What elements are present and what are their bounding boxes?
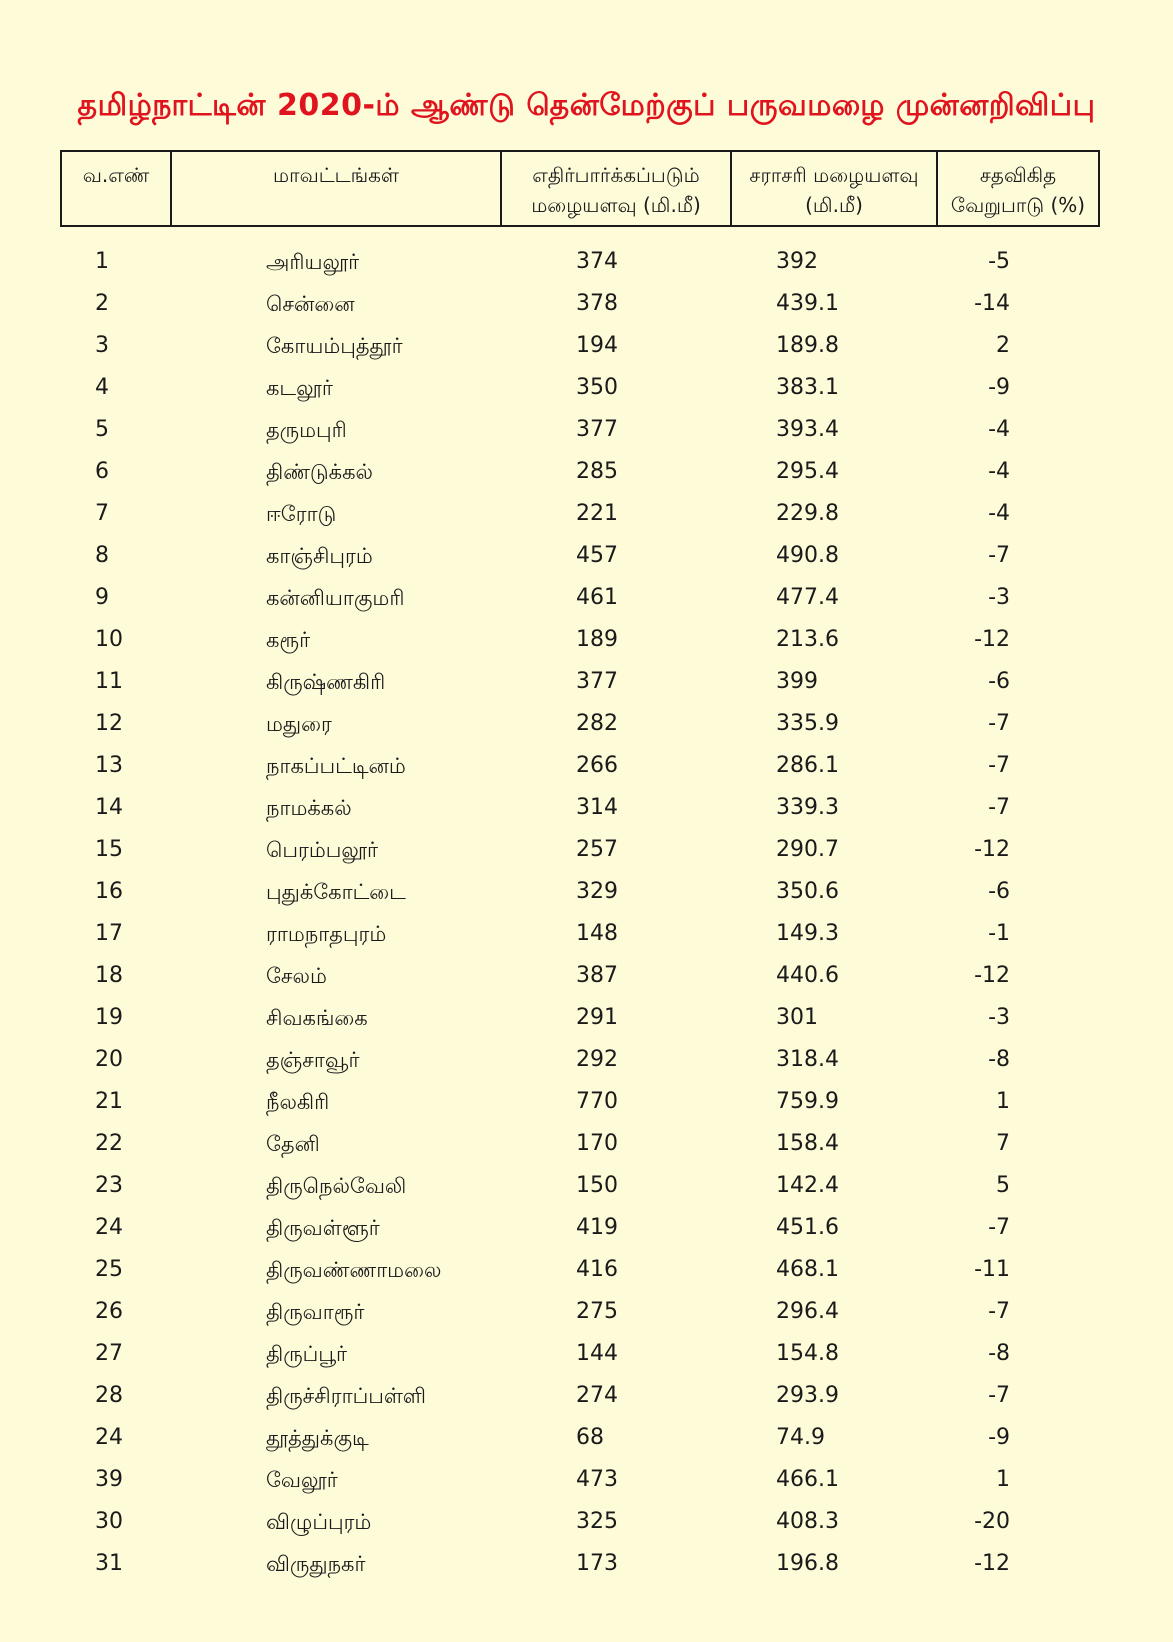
deviation-cell: -7 xyxy=(988,1383,1010,1408)
district-cell: திருவள்ளூர் xyxy=(266,1216,380,1240)
serial-cell: 17 xyxy=(95,921,123,946)
expected-cell: 374 xyxy=(576,249,618,274)
district-cell: புதுக்கோட்டை xyxy=(266,880,406,904)
deviation-cell: 7 xyxy=(996,1131,1010,1156)
header-average-line2: (மி.மீ) xyxy=(805,193,863,217)
average-cell: 286.1 xyxy=(776,753,839,778)
expected-cell: 221 xyxy=(576,501,618,526)
deviation-cell: 1 xyxy=(996,1089,1010,1114)
average-cell: 196.8 xyxy=(776,1551,839,1576)
deviation-cell: -7 xyxy=(988,543,1010,568)
serial-cell: 21 xyxy=(95,1089,123,1114)
header-deviation-line2: வேறுபாடு (%) xyxy=(950,193,1086,217)
district-cell: திருநெல்வேலி xyxy=(266,1174,407,1198)
district-cell: திருப்பூர் xyxy=(266,1342,348,1366)
expected-cell: 282 xyxy=(576,711,618,736)
district-cell: மதுரை xyxy=(266,712,332,736)
district-cell: வேலூர் xyxy=(266,1468,338,1492)
district-cell: நாகப்பட்டினம் xyxy=(266,754,406,778)
deviation-cell: -8 xyxy=(988,1341,1010,1366)
table-row xyxy=(0,577,1173,619)
deviation-cell: -4 xyxy=(988,459,1010,484)
district-cell: சிவகங்கை xyxy=(266,1006,368,1030)
district-cell: திருவாரூர் xyxy=(266,1300,365,1324)
serial-cell: 3 xyxy=(95,333,109,358)
expected-cell: 457 xyxy=(576,543,618,568)
expected-cell: 416 xyxy=(576,1257,618,1282)
deviation-cell: -4 xyxy=(988,417,1010,442)
average-cell: 296.4 xyxy=(776,1299,839,1324)
average-cell: 213.6 xyxy=(776,627,839,652)
average-cell: 142.4 xyxy=(776,1173,839,1198)
header-deviation-line1: சதவிகித xyxy=(979,163,1057,187)
serial-cell: 9 xyxy=(95,585,109,610)
deviation-cell: -3 xyxy=(988,585,1010,610)
expected-cell: 266 xyxy=(576,753,618,778)
expected-cell: 148 xyxy=(576,921,618,946)
table-row xyxy=(0,451,1173,493)
table-row xyxy=(0,829,1173,871)
average-cell: 339.3 xyxy=(776,795,839,820)
header-deviation xyxy=(938,152,1098,225)
header-expected-line2: மழையளவு (மி.மீ) xyxy=(531,193,701,217)
district-cell: கன்னியாகுமரி xyxy=(266,586,405,610)
average-cell: 229.8 xyxy=(776,501,839,526)
average-cell: 393.4 xyxy=(776,417,839,442)
deviation-cell: -3 xyxy=(988,1005,1010,1030)
district-cell: பெரம்பலூர் xyxy=(266,838,379,862)
district-cell: திண்டுக்கல் xyxy=(266,460,373,484)
deviation-cell: 1 xyxy=(996,1467,1010,1492)
table-row xyxy=(0,409,1173,451)
serial-cell: 8 xyxy=(95,543,109,568)
serial-cell: 24 xyxy=(95,1425,123,1450)
average-cell: 350.6 xyxy=(776,879,839,904)
deviation-cell: -7 xyxy=(988,753,1010,778)
table-row xyxy=(0,1207,1173,1249)
expected-cell: 770 xyxy=(576,1089,618,1114)
district-cell: விருதுநகர் xyxy=(266,1552,366,1576)
expected-cell: 473 xyxy=(576,1467,618,1492)
table-row xyxy=(0,661,1173,703)
expected-cell: 291 xyxy=(576,1005,618,1030)
expected-cell: 173 xyxy=(576,1551,618,1576)
deviation-cell: -7 xyxy=(988,1215,1010,1240)
average-cell: 189.8 xyxy=(776,333,839,358)
district-cell: ராமநாதபுரம் xyxy=(266,922,387,946)
header-average-rainfall xyxy=(732,152,938,225)
expected-cell: 68 xyxy=(576,1425,604,1450)
district-cell: விழுப்புரம் xyxy=(266,1510,372,1534)
header-expected-line1: எதிர்பார்க்கப்படும் xyxy=(532,163,700,187)
table-row xyxy=(0,619,1173,661)
table-row xyxy=(0,241,1173,283)
serial-cell: 5 xyxy=(95,417,109,442)
deviation-cell: -6 xyxy=(988,879,1010,904)
table-row xyxy=(0,1375,1173,1417)
deviation-cell: -20 xyxy=(974,1509,1010,1534)
expected-cell: 325 xyxy=(576,1509,618,1534)
expected-cell: 378 xyxy=(576,291,618,316)
district-cell: காஞ்சிபுரம் xyxy=(266,544,373,568)
average-cell: 74.9 xyxy=(776,1425,825,1450)
average-cell: 490.8 xyxy=(776,543,839,568)
table-row xyxy=(0,955,1173,997)
serial-cell: 30 xyxy=(95,1509,123,1534)
table-row xyxy=(0,1123,1173,1165)
expected-cell: 329 xyxy=(576,879,618,904)
expected-cell: 170 xyxy=(576,1131,618,1156)
table-row xyxy=(0,871,1173,913)
table-row xyxy=(0,1081,1173,1123)
table-row xyxy=(0,703,1173,745)
serial-cell: 23 xyxy=(95,1173,123,1198)
serial-cell: 7 xyxy=(95,501,109,526)
average-cell: 295.4 xyxy=(776,459,839,484)
district-cell: ஈரோடு xyxy=(266,502,337,526)
deviation-cell: -4 xyxy=(988,501,1010,526)
district-cell: அரியலூர் xyxy=(266,250,360,274)
deviation-cell: 5 xyxy=(996,1173,1010,1198)
table-row xyxy=(0,1291,1173,1333)
table-row xyxy=(0,535,1173,577)
district-cell: கரூர் xyxy=(266,628,311,652)
serial-cell: 1 xyxy=(95,249,109,274)
expected-cell: 144 xyxy=(576,1341,618,1366)
deviation-cell: -12 xyxy=(974,963,1010,988)
deviation-cell: -5 xyxy=(988,249,1010,274)
average-cell: 293.9 xyxy=(776,1383,839,1408)
average-cell: 383.1 xyxy=(776,375,839,400)
district-cell: திருச்சிராப்பள்ளி xyxy=(266,1384,426,1408)
expected-cell: 150 xyxy=(576,1173,618,1198)
district-cell: திருவண்ணாமலை xyxy=(266,1258,442,1282)
district-cell: கடலூர் xyxy=(266,376,333,400)
average-cell: 440.6 xyxy=(776,963,839,988)
district-cell: கோயம்புத்தூர் xyxy=(266,334,403,358)
deviation-cell: -7 xyxy=(988,711,1010,736)
district-cell: சேலம் xyxy=(266,964,327,988)
table-row xyxy=(0,1543,1173,1585)
table-row xyxy=(0,493,1173,535)
average-cell: 301 xyxy=(776,1005,818,1030)
header-expected-rainfall xyxy=(502,152,732,225)
district-cell: நீலகிரி xyxy=(266,1090,330,1114)
average-cell: 408.3 xyxy=(776,1509,839,1534)
serial-cell: 19 xyxy=(95,1005,123,1030)
serial-cell: 24 xyxy=(95,1215,123,1240)
deviation-cell: 2 xyxy=(996,333,1010,358)
district-cell: கிருஷ்ணகிரி xyxy=(266,670,386,694)
expected-cell: 292 xyxy=(576,1047,618,1072)
header-average-line1: சராசரி மழையளவு xyxy=(749,163,919,187)
table-row xyxy=(0,367,1173,409)
serial-cell: 18 xyxy=(95,963,123,988)
expected-cell: 257 xyxy=(576,837,618,862)
serial-cell: 22 xyxy=(95,1131,123,1156)
table-row xyxy=(0,1249,1173,1291)
table-row xyxy=(0,1459,1173,1501)
serial-cell: 25 xyxy=(95,1257,123,1282)
page-title: தமிழ்நாட்டின் 2020-ம் ஆண்டு தென்மேற்குப் பருவமழை முன்னறிவிப்பு xyxy=(77,88,1096,123)
table-row xyxy=(0,787,1173,829)
average-cell: 154.8 xyxy=(776,1341,839,1366)
serial-cell: 31 xyxy=(95,1551,123,1576)
header-serial xyxy=(62,152,172,225)
serial-cell: 4 xyxy=(95,375,109,400)
serial-cell: 6 xyxy=(95,459,109,484)
expected-cell: 461 xyxy=(576,585,618,610)
expected-cell: 285 xyxy=(576,459,618,484)
average-cell: 392 xyxy=(776,249,818,274)
table-body xyxy=(0,241,1173,1585)
average-cell: 466.1 xyxy=(776,1467,839,1492)
header-district xyxy=(172,152,502,225)
deviation-cell: -9 xyxy=(988,1425,1010,1450)
expected-cell: 275 xyxy=(576,1299,618,1324)
average-cell: 318.4 xyxy=(776,1047,839,1072)
serial-cell: 12 xyxy=(95,711,123,736)
table-header xyxy=(60,150,1100,227)
header-serial-label: வ.எண் xyxy=(82,163,150,187)
serial-cell: 20 xyxy=(95,1047,123,1072)
expected-cell: 314 xyxy=(576,795,618,820)
table-row xyxy=(0,1501,1173,1543)
average-cell: 158.4 xyxy=(776,1131,839,1156)
expected-cell: 274 xyxy=(576,1383,618,1408)
district-cell: தஞ்சாவூர் xyxy=(266,1048,360,1072)
serial-cell: 14 xyxy=(95,795,123,820)
deviation-cell: -6 xyxy=(988,669,1010,694)
serial-cell: 11 xyxy=(95,669,123,694)
table-row xyxy=(0,745,1173,787)
average-cell: 477.4 xyxy=(776,585,839,610)
expected-cell: 419 xyxy=(576,1215,618,1240)
deviation-cell: -9 xyxy=(988,375,1010,400)
table-row xyxy=(0,1039,1173,1081)
deviation-cell: -8 xyxy=(988,1047,1010,1072)
average-cell: 149.3 xyxy=(776,921,839,946)
table-row xyxy=(0,1333,1173,1375)
expected-cell: 377 xyxy=(576,417,618,442)
deviation-cell: -11 xyxy=(974,1257,1010,1282)
table-row xyxy=(0,283,1173,325)
table-row xyxy=(0,1165,1173,1207)
deviation-cell: -12 xyxy=(974,1551,1010,1576)
average-cell: 439.1 xyxy=(776,291,839,316)
district-cell: தூத்துக்குடி xyxy=(266,1426,369,1450)
deviation-cell: -7 xyxy=(988,795,1010,820)
deviation-cell: -14 xyxy=(974,291,1010,316)
deviation-cell: -12 xyxy=(974,627,1010,652)
expected-cell: 387 xyxy=(576,963,618,988)
district-cell: சென்னை xyxy=(266,292,355,316)
expected-cell: 377 xyxy=(576,669,618,694)
serial-cell: 39 xyxy=(95,1467,123,1492)
serial-cell: 13 xyxy=(95,753,123,778)
district-cell: நாமக்கல் xyxy=(266,796,352,820)
district-cell: தருமபுரி xyxy=(266,418,347,442)
serial-cell: 15 xyxy=(95,837,123,862)
average-cell: 335.9 xyxy=(776,711,839,736)
serial-cell: 26 xyxy=(95,1299,123,1324)
table-row xyxy=(0,325,1173,367)
deviation-cell: -7 xyxy=(988,1299,1010,1324)
average-cell: 290.7 xyxy=(776,837,839,862)
average-cell: 759.9 xyxy=(776,1089,839,1114)
table-row xyxy=(0,997,1173,1039)
serial-cell: 27 xyxy=(95,1341,123,1366)
table-row xyxy=(0,913,1173,955)
average-cell: 399 xyxy=(776,669,818,694)
serial-cell: 2 xyxy=(95,291,109,316)
expected-cell: 194 xyxy=(576,333,618,358)
expected-cell: 189 xyxy=(576,627,618,652)
serial-cell: 10 xyxy=(95,627,123,652)
deviation-cell: -1 xyxy=(988,921,1010,946)
average-cell: 451.6 xyxy=(776,1215,839,1240)
average-cell: 468.1 xyxy=(776,1257,839,1282)
serial-cell: 16 xyxy=(95,879,123,904)
table-row xyxy=(0,1417,1173,1459)
expected-cell: 350 xyxy=(576,375,618,400)
header-district-label: மாவட்டங்கள் xyxy=(273,163,399,187)
deviation-cell: -12 xyxy=(974,837,1010,862)
district-cell: தேனி xyxy=(266,1132,320,1156)
serial-cell: 28 xyxy=(95,1383,123,1408)
